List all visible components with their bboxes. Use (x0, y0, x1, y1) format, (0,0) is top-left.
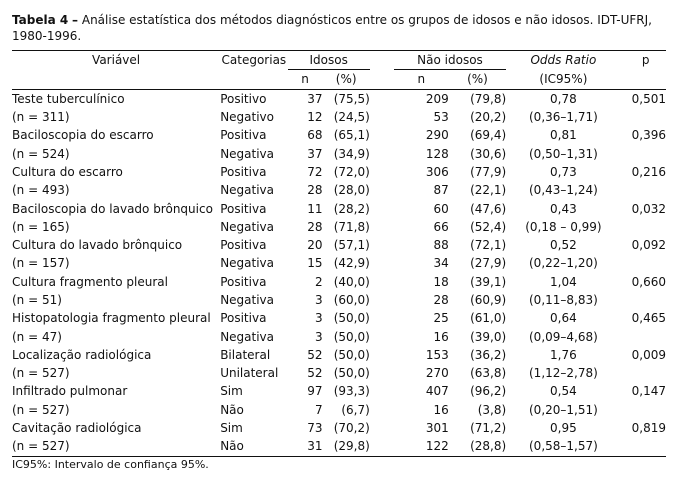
p-value-cell (625, 218, 666, 236)
statistics-table (12, 50, 666, 457)
elderly-n-cell: 31 (307, 439, 323, 454)
elderly-n-cell: 7 (314, 402, 323, 417)
header-non-elderly-pct: (%) (467, 72, 488, 87)
non-elderly-pct-cell: (28,8) (470, 439, 507, 454)
elderly-n-cell: 37 (307, 91, 323, 106)
caption-dash: – (72, 13, 79, 27)
p-value-cell (625, 291, 666, 309)
non-elderly-pct-cell: (47,6) (470, 201, 507, 216)
elderly-n-cell: 12 (307, 110, 323, 125)
elderly-pct-cell: (93,3) (333, 384, 370, 399)
category-cell: Sim (220, 384, 243, 399)
elderly-n-cell: 15 (307, 256, 323, 271)
elderly-pct-cell: (60,0) (333, 293, 370, 307)
variable-cell: Cavitação radiológica (12, 421, 142, 436)
category-cell: Positiva (220, 311, 267, 326)
non-elderly-n-cell: 34 (433, 256, 449, 271)
non-elderly-pct-cell: (27,9) (470, 256, 507, 271)
table-row (12, 236, 666, 254)
ci-cell: (0,50–1,31) (529, 146, 598, 161)
odds-ratio-cell: 0,64 (550, 311, 577, 326)
odds-ratio-cell: 0,54 (550, 384, 577, 399)
non-elderly-n-cell: 270 (425, 366, 449, 381)
elderly-pct-cell: (70,2) (333, 421, 370, 436)
elderly-pct-cell: (29,8) (333, 439, 370, 454)
category-cell: Unilateral (220, 366, 279, 381)
header-p: p (641, 53, 650, 68)
header-elderly-n: n (301, 72, 309, 87)
category-cell: Não (220, 402, 244, 417)
p-value-cell: 0,147 (631, 384, 666, 399)
caption-label: Tabela 4 (12, 13, 69, 27)
elderly-n-cell: 20 (307, 238, 323, 253)
p-value-cell (625, 144, 666, 162)
elderly-pct-cell: (50,0) (333, 311, 370, 326)
ci-cell: (0,22–1,20) (529, 256, 598, 271)
table-row (12, 89, 666, 108)
elderly-pct-cell: (72,0) (333, 164, 370, 179)
non-elderly-pct-cell: (20,2) (470, 110, 507, 125)
elderly-pct-cell: (40,0) (333, 274, 370, 289)
non-elderly-pct-cell: (96,2) (470, 384, 507, 399)
elderly-n-cell: 37 (307, 146, 323, 161)
odds-ratio-cell: 0,43 (550, 201, 577, 216)
p-value-cell (625, 401, 666, 419)
table-row (12, 346, 666, 364)
table-row (12, 181, 666, 199)
elderly-pct-cell: (50,0) (333, 347, 370, 362)
p-value-cell (625, 364, 666, 382)
variable-n-cell: (n = 47) (12, 329, 62, 344)
p-value-cell (625, 254, 666, 272)
elderly-n-cell: 3 (314, 293, 323, 307)
elderly-n-cell: 97 (307, 384, 323, 399)
non-elderly-pct-cell: (61,0) (470, 311, 507, 326)
ci-cell: (0,09–4,68) (529, 329, 598, 344)
table-row (12, 437, 666, 456)
table-row (12, 254, 666, 272)
category-cell: Bilateral (220, 347, 271, 362)
category-cell: Positiva (220, 128, 267, 143)
table-row (12, 309, 666, 327)
elderly-n-cell: 52 (307, 347, 323, 362)
variable-n-cell: (n = 157) (12, 256, 70, 271)
non-elderly-n-cell: 18 (433, 274, 449, 289)
elderly-pct-cell: (42,9) (333, 256, 370, 271)
elderly-pct-cell: (28,0) (333, 183, 370, 198)
p-value-cell: 0,009 (631, 347, 666, 362)
p-value-cell: 0,216 (631, 164, 666, 179)
non-elderly-n-cell: 28 (433, 293, 449, 307)
p-value-cell (625, 181, 666, 199)
elderly-n-cell: 28 (307, 219, 323, 234)
variable-cell: Infiltrado pulmonar (12, 384, 128, 399)
p-value-cell (625, 108, 666, 126)
category-cell: Positiva (220, 164, 267, 179)
header-non-elderly: Não idosos (394, 51, 506, 70)
table-row (12, 199, 666, 217)
non-elderly-n-cell: 66 (433, 219, 449, 234)
non-elderly-n-cell: 122 (425, 439, 449, 454)
odds-ratio-cell: 0,78 (550, 91, 577, 106)
table-row (12, 144, 666, 162)
elderly-pct-cell: (57,1) (333, 238, 370, 253)
non-elderly-pct-cell: (39,1) (470, 274, 507, 289)
non-elderly-pct-cell: (3,8) (477, 402, 507, 417)
elderly-pct-cell: (34,9) (333, 146, 370, 161)
table-row (12, 401, 666, 419)
p-value-cell: 0,465 (631, 311, 666, 326)
non-elderly-n-cell: 60 (433, 201, 449, 216)
non-elderly-pct-cell: (36,2) (470, 347, 507, 362)
non-elderly-pct-cell: (60,9) (470, 293, 507, 307)
non-elderly-pct-cell: (71,2) (470, 421, 507, 436)
non-elderly-n-cell: 290 (425, 128, 449, 143)
elderly-pct-cell: (6,7) (341, 402, 370, 417)
odds-ratio-cell: 1,04 (550, 274, 577, 289)
category-cell: Negativa (220, 219, 275, 234)
non-elderly-pct-cell: (39,0) (470, 329, 507, 344)
elderly-n-cell: 68 (307, 128, 323, 143)
non-elderly-n-cell: 306 (425, 164, 449, 179)
ci-cell: (0,58–1,57) (529, 439, 598, 454)
category-cell: Positiva (220, 201, 267, 216)
elderly-pct-cell: (65,1) (333, 128, 370, 143)
category-cell: Positiva (220, 274, 267, 289)
elderly-n-cell: 2 (314, 274, 323, 289)
non-elderly-n-cell: 25 (433, 311, 449, 326)
ci-cell: (0,11–8,83) (529, 293, 598, 307)
non-elderly-n-cell: 16 (433, 402, 449, 417)
elderly-pct-cell: (28,2) (333, 201, 370, 216)
table-row (12, 327, 666, 345)
p-value-cell: 0,032 (631, 201, 666, 216)
elderly-pct-cell: (24,5) (333, 110, 370, 125)
non-elderly-n-cell: 128 (425, 146, 449, 161)
odds-ratio-cell: 0,95 (550, 421, 577, 436)
p-value-cell (625, 437, 666, 456)
variable-cell: Localização radiológica (12, 347, 152, 362)
category-cell: Negativa (220, 146, 275, 161)
non-elderly-n-cell: 16 (433, 329, 449, 344)
variable-n-cell: (n = 527) (12, 366, 70, 381)
header-categories: Categorias (221, 53, 287, 68)
variable-cell: Baciloscopia do lavado brônquico (12, 201, 213, 216)
variable-n-cell: (n = 311) (12, 110, 70, 125)
header-odds-ratio: Odds Ratio (530, 53, 597, 68)
category-cell: Negativa (220, 293, 275, 307)
table-row (12, 108, 666, 126)
elderly-n-cell: 28 (307, 183, 323, 198)
caption-text: Análise estatística dos métodos diagnósticos entre os grupos de idosos e não idosos. IDT-UFRJ, 1980-1996. (12, 13, 652, 43)
category-cell: Negativa (220, 329, 275, 344)
header-row-2 (12, 70, 666, 89)
odds-ratio-cell: 0,52 (550, 238, 577, 253)
ci-cell: (0,18 – 0,99) (525, 219, 602, 234)
non-elderly-pct-cell: (52,4) (470, 219, 507, 234)
non-elderly-pct-cell: (79,8) (470, 91, 507, 106)
variable-cell: Teste tuberculínico (12, 91, 125, 106)
category-cell: Negativo (220, 110, 274, 125)
elderly-n-cell: 72 (307, 164, 323, 179)
table-row (12, 273, 666, 291)
elderly-n-cell: 3 (314, 311, 323, 326)
non-elderly-n-cell: 53 (433, 110, 449, 125)
variable-cell: Histopatologia fragmento pleural (12, 311, 211, 326)
header-elderly: Idosos (288, 51, 370, 70)
elderly-n-cell: 11 (307, 201, 323, 216)
ci-cell: (0,20–1,51) (529, 402, 598, 417)
header-variable: Variável (92, 53, 141, 68)
table-caption (12, 12, 668, 44)
header-ci: (IC95%) (539, 72, 588, 87)
variable-cell: Cultura do lavado brônquico (12, 238, 183, 253)
non-elderly-n-cell: 301 (425, 421, 449, 436)
p-value-cell (625, 327, 666, 345)
footnote: IC95%: Intervalo de confiança 95%. (12, 458, 209, 471)
p-value-cell: 0,501 (631, 91, 666, 106)
ci-cell: (1,12–2,78) (529, 366, 598, 381)
p-value-cell: 0,660 (631, 274, 666, 289)
p-value-cell: 0,092 (631, 238, 666, 253)
header-non-elderly-n: n (417, 72, 426, 87)
elderly-pct-cell: (50,0) (333, 329, 370, 344)
non-elderly-pct-cell: (72,1) (470, 238, 507, 253)
elderly-pct-cell: (50,0) (333, 366, 370, 381)
variable-n-cell: (n = 524) (12, 146, 70, 161)
odds-ratio-cell: 1,76 (550, 347, 577, 362)
table-row (12, 291, 666, 309)
elderly-pct-cell: (71,8) (333, 219, 370, 234)
non-elderly-pct-cell: (30,6) (470, 146, 507, 161)
elderly-pct-cell: (75,5) (333, 91, 370, 106)
non-elderly-pct-cell: (77,9) (470, 164, 507, 179)
elderly-n-cell: 3 (314, 329, 323, 344)
header-row-1 (12, 51, 666, 70)
non-elderly-pct-cell: (69,4) (470, 128, 507, 143)
category-cell: Positiva (220, 238, 267, 253)
variable-n-cell: (n = 527) (12, 439, 70, 454)
non-elderly-n-cell: 209 (425, 91, 449, 106)
table-row (12, 364, 666, 382)
variable-cell: Cultura fragmento pleural (12, 274, 168, 289)
elderly-n-cell: 73 (307, 421, 323, 436)
non-elderly-n-cell: 88 (433, 238, 449, 253)
ci-cell: (0,36–1,71) (529, 110, 598, 125)
non-elderly-n-cell: 87 (433, 183, 449, 198)
p-value-cell: 0,396 (631, 128, 666, 143)
variable-n-cell: (n = 51) (12, 293, 62, 307)
variable-cell: Baciloscopia do escarro (12, 128, 154, 143)
category-cell: Sim (220, 421, 243, 436)
variable-n-cell: (n = 527) (12, 402, 70, 417)
category-cell: Negativa (220, 183, 275, 198)
category-cell: Positivo (220, 91, 267, 106)
p-value-cell: 0,819 (631, 421, 666, 436)
header-elderly-pct: (%) (335, 72, 357, 87)
variable-cell: Cultura do escarro (12, 164, 123, 179)
category-cell: Negativa (220, 256, 275, 271)
category-cell: Não (220, 439, 244, 454)
non-elderly-pct-cell: (63,8) (470, 366, 507, 381)
odds-ratio-cell: 0,73 (550, 164, 577, 179)
odds-ratio-cell: 0,81 (550, 128, 577, 143)
non-elderly-pct-cell: (22,1) (470, 183, 507, 198)
ci-cell: (0,43–1,24) (529, 183, 598, 198)
elderly-n-cell: 52 (307, 366, 323, 381)
variable-n-cell: (n = 493) (12, 183, 70, 198)
variable-n-cell: (n = 165) (12, 219, 70, 234)
table-row (12, 419, 666, 437)
table-row (12, 126, 666, 144)
table-row (12, 382, 666, 400)
table-row (12, 163, 666, 181)
non-elderly-n-cell: 153 (425, 347, 449, 362)
non-elderly-n-cell: 407 (425, 384, 449, 399)
table-row (12, 218, 666, 236)
